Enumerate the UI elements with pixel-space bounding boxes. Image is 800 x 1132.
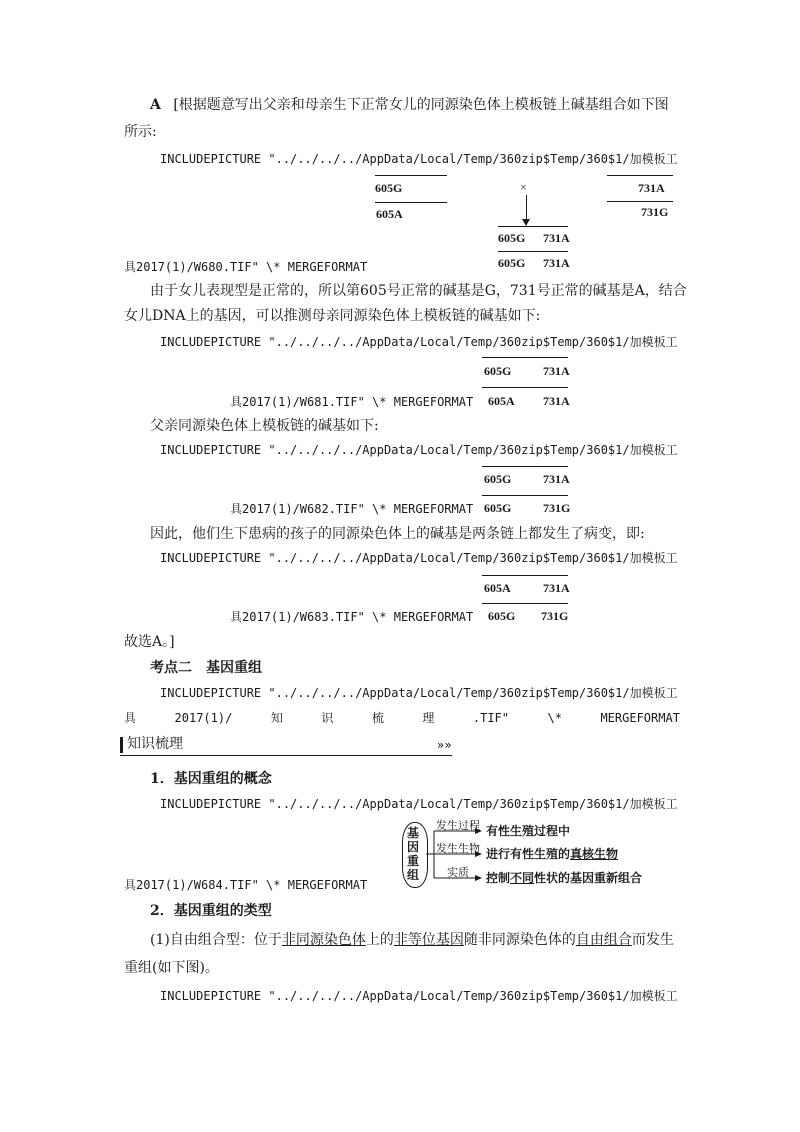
bar-arrows: »» [437, 738, 452, 752]
p6-mid-1: 上的 [365, 932, 394, 948]
include-word: MERGEFORMAT [600, 711, 680, 725]
include-field-681: INCLUDEPICTURE "../../../../AppData/Local/Temp/360zip$Temp/360$1/加模板工 [160, 335, 678, 349]
branch2-text [486, 845, 618, 862]
center-char: 组 [407, 868, 420, 882]
center-char: 基 [407, 826, 420, 840]
include-word: .TIF" [472, 711, 509, 725]
include-field-683-end: 具2017(1)/W683.TIF" \* MERGEFORMAT [230, 610, 474, 624]
p6-pre: (1)自由组合型：位于 [150, 932, 282, 948]
include-word: 识 [321, 711, 334, 725]
branch2-text-underlined: 真核生物 [570, 847, 619, 861]
include-word: 知 [270, 711, 283, 725]
p6-underline-2: 非等位基因 [393, 932, 464, 948]
branch1-text: 有性生殖过程中 [486, 824, 571, 838]
center-char: 重 [407, 854, 420, 868]
branch1-label: 发生过程 [436, 819, 480, 832]
fig683-bottom-left: 605G [488, 609, 516, 623]
include-word: 理 [422, 711, 435, 725]
include-word: \* [547, 711, 562, 725]
child-top-right: 731A [543, 231, 570, 245]
p6-underline-3: 自由组合 [575, 932, 632, 948]
child-bottom-left: 605G [498, 256, 526, 270]
fig683-top-right: 731A [543, 581, 570, 595]
fig682-bottom-left: 605G [484, 501, 512, 515]
section-title: 考点二 基因重组 [150, 660, 262, 676]
paragraph-4: 因此，他们生下患病的孩子的同源染色体上的碱基是两条链上都发生了病变，即: [150, 526, 645, 542]
p6-underline-1: 非同源染色体 [281, 932, 366, 948]
paragraph-6-line1 [150, 930, 674, 950]
paragraph-2-line2: 女儿DNA上的基因，可以推测母亲同源染色体上模板链的碱基如下: [124, 308, 541, 324]
include-field-682-end: 具2017(1)/W682.TIF" \* MERGEFORMAT [230, 502, 474, 516]
include-field-680: INCLUDEPICTURE "../../../../AppData/Local/Temp/360zip$Temp/360$1/加模板工 [160, 152, 678, 166]
subheading-1: 1．基因重组的概念 [150, 771, 272, 787]
cross-symbol: × [520, 180, 527, 194]
paragraph-6-line2: 重组(如下图)。 [124, 960, 219, 976]
branch3-text-pre: 控制 [486, 871, 511, 885]
include-word: 2017(1)/ [174, 711, 233, 725]
fig681-top-right: 731A [543, 364, 570, 378]
branch3-text-post: 性状的基因重新组合 [534, 871, 643, 885]
branch3-label: 实质 [447, 866, 469, 879]
fig681-bottom-left: 605A [488, 394, 515, 408]
p6-post: 而发生 [631, 932, 674, 948]
fig683-top-left: 605A [484, 581, 511, 595]
answer-letter: A [150, 97, 161, 113]
answer-text-line1: [根据题意写出父亲和母亲生下正常女儿的同源染色体上模板链上碱基组合如下图 [173, 97, 669, 113]
fig683-bottom-right: 731G [541, 609, 569, 623]
include-field-681-end: 具2017(1)/W681.TIF" \* MERGEFORMAT [230, 395, 474, 409]
paragraph-3: 父亲同源染色体上模板链的碱基如下: [150, 418, 379, 434]
father-bottom-label: 731G [641, 205, 669, 219]
fig681-bottom-right: 731A [543, 394, 570, 408]
branch3-text-underlined: 不同 [510, 871, 535, 885]
include-word: 具 [124, 711, 137, 725]
fig682-top-left: 605G [484, 472, 512, 486]
bar-label: 知识梳理 [127, 736, 183, 752]
p6-mid-2: 随非同源染色体的 [463, 932, 576, 948]
fig682-bottom-right: 731G [543, 501, 571, 515]
include-word: 梳 [371, 711, 384, 725]
child-bottom-right: 731A [543, 256, 570, 270]
center-char: 因 [407, 840, 420, 854]
include-field-683: INCLUDEPICTURE "../../../../AppData/Local/Temp/360zip$Temp/360$1/加模板工 [160, 551, 678, 565]
include-field-682: INCLUDEPICTURE "../../../../AppData/Local/Temp/360zip$Temp/360$1/加模板工 [160, 443, 678, 457]
father-top-label: 731A [638, 181, 665, 195]
mother-bottom-label: 605A [376, 207, 403, 221]
include-field-680-end: 具2017(1)/W680.TIF" \* MERGEFORMAT [124, 260, 368, 274]
child-top-left: 605G [498, 231, 526, 245]
include-field-last: INCLUDEPICTURE "../../../../AppData/Local/Temp/360zip$Temp/360$1/加模板工 [160, 989, 678, 1003]
fig682-top-right: 731A [543, 472, 570, 486]
include-field-684-end: 具2017(1)/W684.TIF" \* MERGEFORMAT [124, 878, 368, 892]
include-field-684: INCLUDEPICTURE "../../../../AppData/Local/Temp/360zip$Temp/360$1/加模板工 [160, 797, 678, 811]
branch3-text [486, 869, 642, 886]
branch2-label: 发生生物 [436, 842, 480, 855]
answer-text-line2: 所示: [124, 124, 157, 140]
branch2-text-pre: 进行有性生殖的 [486, 847, 571, 861]
fig681-top-left: 605G [484, 364, 512, 378]
mother-top-label: 605G [375, 181, 403, 195]
paragraph-2-line1: 由于女儿表现型是正常的，所以第605号正常的碱基是G，731号正常的碱基是A，结合 [150, 283, 687, 299]
section-include-line1: INCLUDEPICTURE "../../../../AppData/Local/Temp/360zip$Temp/360$1/加模板工 [160, 686, 678, 700]
subheading-2: 2．基因重组的类型 [150, 903, 272, 919]
paragraph-5: 故选A。] [124, 634, 175, 650]
